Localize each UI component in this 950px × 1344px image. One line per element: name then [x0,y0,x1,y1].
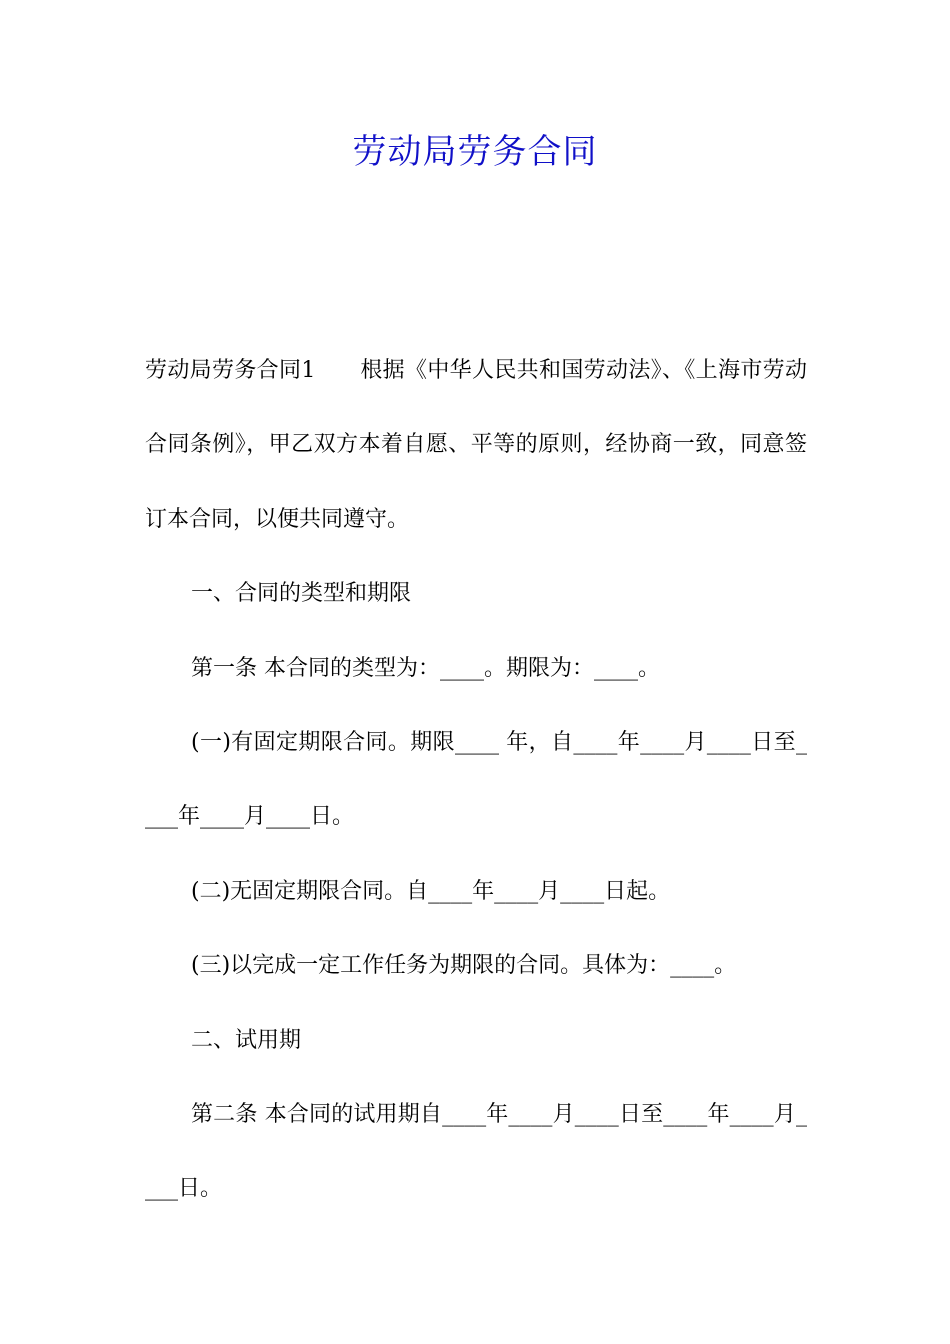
clause-task-based: (三)以完成一定工作任务为期限的合同。具体为：____。 [191,953,737,979]
clause-fixed-term: (一)有固定期限合同。期限____ 年，自____年____月____日至____年____月____日。 [145,730,807,830]
section-heading-contract-type: 一、合同的类型和期限 [191,581,412,607]
section-heading-probation: 二、试用期 [191,1027,302,1053]
document-body [145,334,807,1227]
intro-paragraph: 劳动局劳务合同1 根据《中华人民共和国劳动法》、《上海市劳动合同条例》，甲乙双方本着自愿、平等的原则，经协商一致，同意签订本合同，以便共同遵守。 [145,358,807,532]
document-title: 劳动局劳务合同 [352,132,598,172]
clause-open-ended: (二)无固定期限合同。自____年____月____日起。 [191,878,671,904]
article-1: 第一条 本合同的类型为：____。期限为：____。 [191,655,660,681]
article-2: 第二条 本合同的试用期自____年____月____日至____年____月____日。 [145,1102,807,1202]
